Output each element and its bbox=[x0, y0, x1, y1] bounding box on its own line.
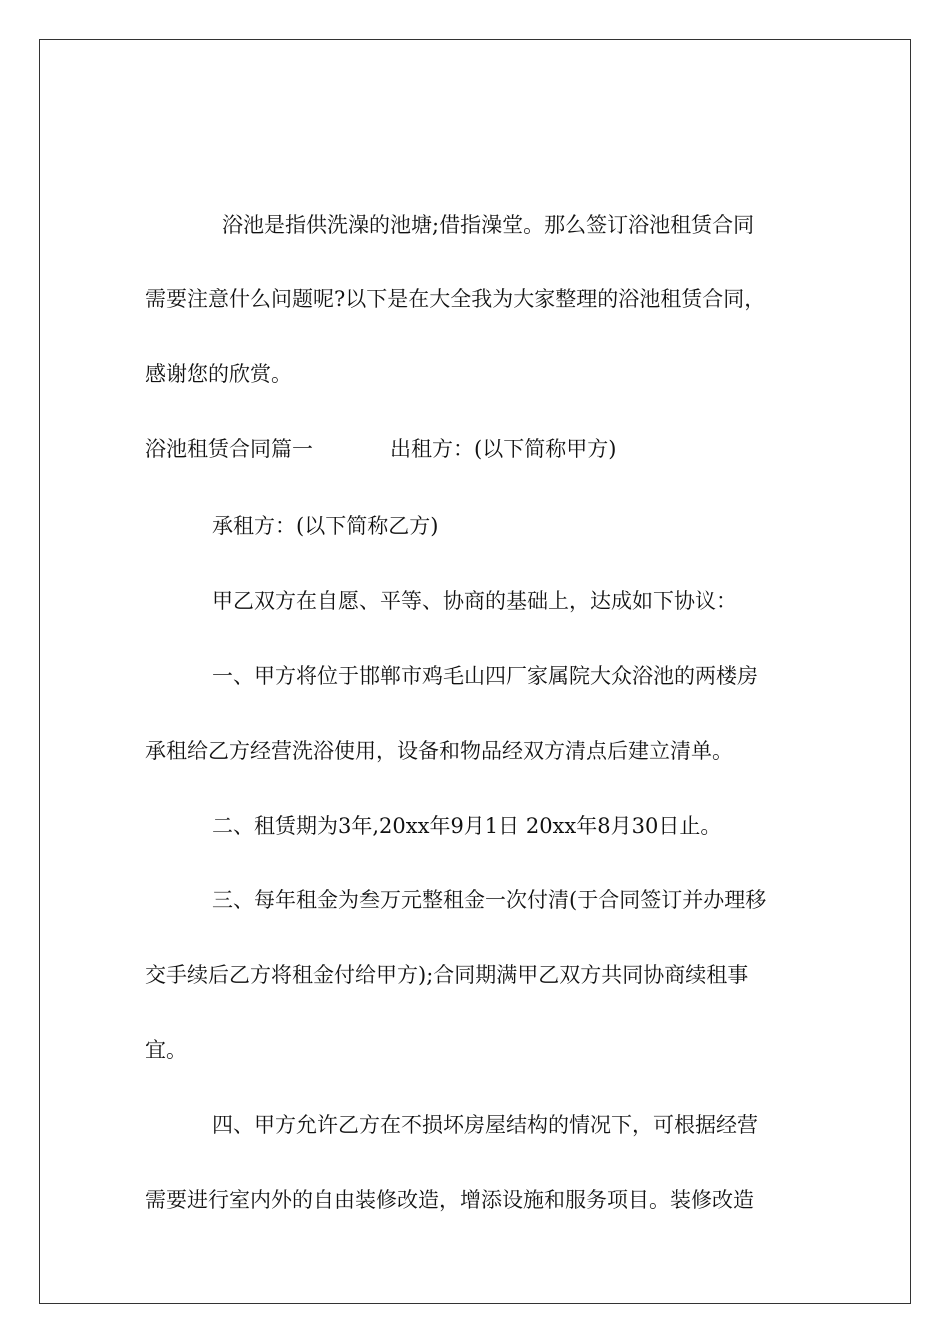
clause-4-line-1: 四、甲方允许乙方在不损坏房屋结构的情况下，可根据经营 bbox=[212, 1113, 758, 1137]
agreement-preamble: 甲乙双方在自愿、平等、协商的基础上，达成如下协议： bbox=[212, 589, 737, 613]
clause-2: 二、租赁期为3年,20xx年9月1日 20xx年8月30日止。 bbox=[212, 814, 722, 838]
clause-1-line-2: 承租给乙方经营洗浴使用，设备和物品经双方清点后建立清单。 bbox=[145, 739, 733, 763]
clause-1-line-1: 一、甲方将位于邯郸市鸡毛山四厂家属院大众浴池的两楼房 bbox=[212, 664, 758, 688]
contract-title: 浴池租赁合同篇一 bbox=[145, 437, 313, 461]
intro-line-2: 需要注意什么问题呢?以下是在大全我为大家整理的浴池租赁合同， bbox=[145, 287, 766, 311]
lessee-label: 承租方：(以下简称乙方) bbox=[212, 514, 439, 538]
clause-4-line-2: 需要进行室内外的自由装修改造，增添设施和服务项目。装修改造 bbox=[145, 1188, 754, 1212]
clause-3-line-2: 交手续后乙方将租金付给甲方);合同期满甲乙双方共同协商续租事 bbox=[145, 963, 749, 987]
clause-3-line-1: 三、每年租金为叁万元整租金一次付清(于合同签订并办理移 bbox=[212, 888, 767, 912]
intro-line-1: 浴池是指供洗澡的池塘;借指澡堂。那么签订浴池租赁合同 bbox=[222, 213, 755, 237]
lessor-label: 出租方：(以下简称甲方) bbox=[390, 437, 617, 461]
clause-3-line-3: 宜。 bbox=[145, 1038, 187, 1062]
intro-line-3: 感谢您的欣赏。 bbox=[145, 362, 292, 386]
